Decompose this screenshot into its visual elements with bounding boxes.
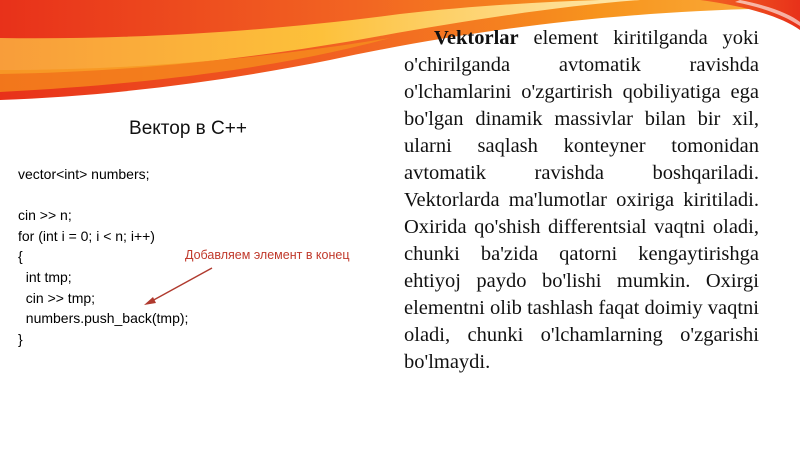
code-line: vector<int> numbers; — [18, 166, 150, 182]
slide-subtitle: Вектор в С++ — [129, 118, 247, 139]
term-vektorlar: Vektorlar — [434, 27, 519, 49]
description-body: element kiritilganda yoki o'chirilganda avtomatik ravishda o'lchamlarini o'zgartirish qobiliyatiga ega bo'lgan dinamik massivlar bilan bir xil, ularni saqlash konteyner tomonidan avtomatik ravishda boshqariladi. Vektorlarda ma'lumotlar oxiriga kiritiladi. Oxirida qo'shish differentsial vaqtni oladi, chunki ba'zida qatorni kengaytirishga ehtiyoj paydo bo'lishi mumkin. Oxirgi elementni olib tashlash faqat doimiy vaqtni oladi, chunki o'lchamlarning o'zgarishi bo'lmaydi. — [404, 27, 759, 373]
code-line: int tmp; — [18, 268, 72, 285]
code-line — [18, 185, 378, 206]
code-line: numbers.push_back(tmp); — [18, 310, 189, 327]
code-line: { — [18, 248, 23, 265]
code-annotation: Добавляем элемент в конец — [185, 248, 350, 262]
code-line: } — [18, 330, 23, 347]
code-line: cin >> tmp; — [18, 289, 96, 306]
description-paragraph — [404, 25, 759, 376]
code-line: cin >> n; — [18, 207, 72, 224]
code-line: for (int i = 0; i < n; i++) — [18, 227, 155, 244]
